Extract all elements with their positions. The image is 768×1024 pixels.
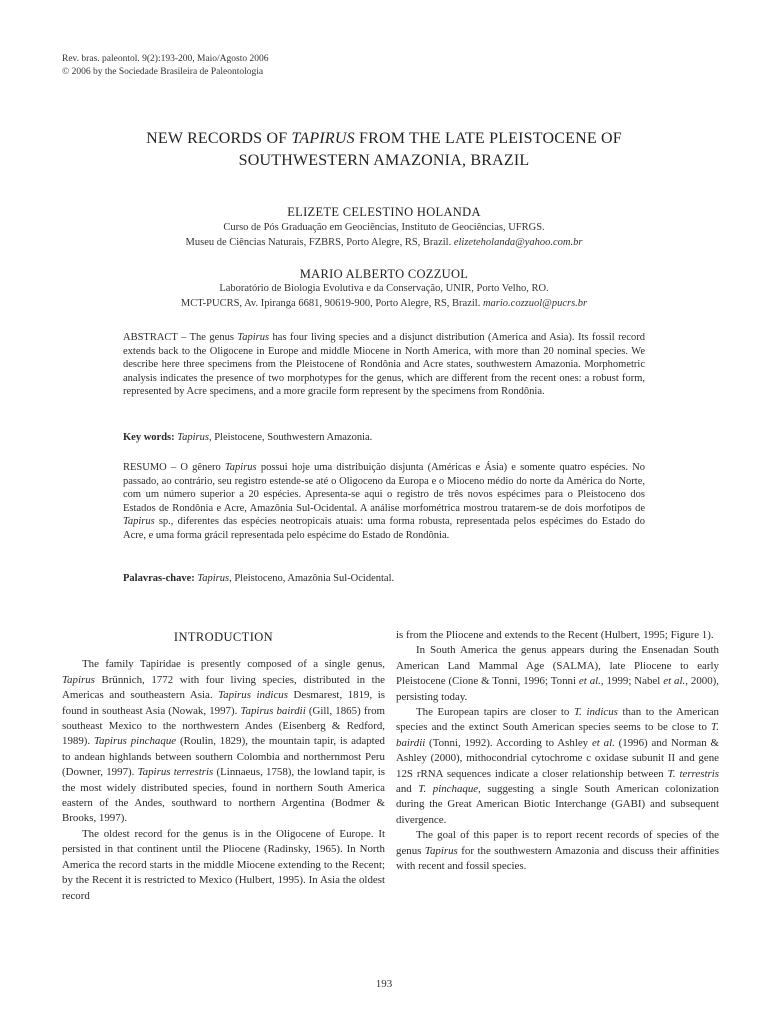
paragraph: The family Tapiridae is presently composed of a single genus, Tapirus Brünnich, 1772 with four living species, distributed in the Americas and southeastern Asia. Tapirus indicus Desmarest, 1819, is found in southeast Asia (Nowak, 1997). Tapirus bairdii (Gill, 1865) from southeast Mexico to the northwestern Andes (Eisenberg & Redford, 1989). Tapirus pinchaque (Roulin, 1829), the mountain tapir, is adapted to andean highlands between southern Colombia and northernmost Peru (Downer, 1997). Tapirus terrestris (Linnaeus, 1758), the lowland tapir, is the most widely distributed species, found in northern South America eastern of the Andes, southward to northern Argentina (Bodmer & Brooks, 1997).: [62, 658, 386, 825]
page-number: 193: [375, 978, 393, 990]
abstract-text: has four living species and a disjunct distribution (America and Asia). Its fossil record extends back to the Oligocene in Europe and middle Miocene in North America, with more than 20 nominal species. We describe here three specimens from the Pleistocene of Rondônia and Acre states, southwestern Amazonia. Morphometric analysis indicates the presence of two morphotypes for the genus, which are different from the recent ones: a robust form, represented by Acre specimens, and a more gracile form represent by the specimens from Rondônia.: [123, 332, 645, 398]
affiliation-line: Laboratório de Biologia Evolutiva e da Conservação, UNIR, Porto Velho, RO.: [219, 283, 549, 294]
title-text: NEW RECORDS OF: [146, 130, 292, 147]
author-affiliation: [60, 220, 708, 250]
affiliation-line: Curso de Pós Graduação em Geociências, Instituto de Geociências, UFRGS.: [223, 222, 545, 233]
abstract-text: ABSTRACT – The genus: [123, 332, 238, 343]
resumo-text: RESUMO – O gênero: [123, 462, 225, 473]
resumo: [123, 461, 645, 543]
paragraph-continued: is from the Pliocene and extends to the Recent (Hulbert, 1995; Figure 1).: [396, 629, 714, 641]
paragraph: In South America the genus appears during the Ensenadan South American Land Mammal Age (SALMA), late Pliocene to early Pleistocene (Cione & Tonni, 1996; Tonni et al., 1999; Nabel et al., 2000), persisting today.: [396, 644, 719, 703]
author-email[interactable]: mario.cozzuol@pucrs.br: [482, 298, 588, 309]
palavras-text: , Pleistoceno, Amazônia Sul-Ocidental.: [229, 573, 395, 584]
title-line-2: SOUTHWESTERN AMAZONIA, BRAZIL: [238, 152, 530, 169]
paper-title: [60, 128, 708, 172]
title-text: FROM THE LATE PLEISTOCENE OF: [354, 130, 622, 147]
title-genus: TAPIRUS: [291, 130, 355, 147]
author-name: ELIZETE CELESTINO HOLANDA: [287, 205, 481, 219]
abstract-genus: Tapirus: [237, 332, 270, 343]
keywords: [123, 432, 645, 443]
author-affiliation: [60, 281, 708, 311]
keywords-genus: Tapirus: [177, 432, 209, 443]
author-email[interactable]: elizeteholanda@yahoo.com.br: [453, 237, 583, 248]
column-left: [62, 630, 385, 904]
author-name: MARIO ALBERTO COZZUOL: [299, 267, 469, 281]
journal-header: [62, 53, 269, 79]
palavras-genus: Tapirus: [197, 573, 230, 584]
journal-citation: Rev. bras. paleontol. 9(2):193-200, Maio/Agosto 2006: [62, 54, 269, 64]
resumo-genus: Tapirus: [123, 516, 155, 528]
keywords-label: Key words:: [123, 432, 178, 443]
affiliation-line: Museu de Ciências Naturais, FZBRS, Porto Alegre, RS, Brazil.: [185, 237, 454, 248]
palavras-chave: [123, 573, 645, 584]
abstract: [123, 331, 645, 399]
keywords-text: , Pleistocene, Southwestern Amazonia.: [208, 432, 373, 443]
resumo-text: sp., diferentes das espécies neotropicais atuais: uma forma robusta, representada pelos espécimes do Estado do Acre, e uma forma grácil representada pelo espécime do Estado de Rondônia.: [123, 516, 645, 541]
journal-copyright: © 2006 by the Sociedade Brasileira de Paleontologia: [62, 67, 264, 77]
paragraph: The oldest record for the genus is in the Oligocene of Europe. It persisted in that continent until the Pliocene (Radinsky, 1965). In North America the record starts in the middle Miocene extending to the Recent; by the Recent it is restricted to Mexico (Hulbert, 1995). In Asia the oldest record: [62, 827, 385, 902]
resumo-genus: Tapirus: [224, 462, 257, 473]
paragraph: The goal of this paper is to report recent records of species of the genus Tapirus for the southwestern Amazonia and discuss their affinities with recent and fossil species.: [396, 829, 719, 873]
resumo-text: possui hoje uma distribuição disjunta (Américas e Ásia) e somente quatro espécies. No passado, ao contrário, seu registro estende-se até o Oligoceno da Europa e o Mioceno médio do norte da América do Norte, com um número superior a 20 espécies. Apresenta-se aqui o registro de três novos espécimes para o Pleistoceno dos Estados de Rondônia e Acre, Amazônia Sul-Ocidental. A análise morfométrica mostrou tratarem-se de dois morfotipos de: [123, 462, 645, 514]
column-right: [396, 628, 719, 875]
paragraph: The European tapirs are closer to T. indicus than to the American species and the extinct South American species seems to be close to T. bairdii (Tonni, 1992). According to Ashley et al. (1996) and Norman & Ashley (2000), mithocondrial cytochrome c oxidase subunit II and gene 12S rRNA sequences indicate a closer relationship between T. terrestris and T. pinchaque, suggesting a single South American colonization during the Great American Biotic Interchange (GABI) and subsequent divergence.: [396, 706, 719, 826]
affiliation-line: MCT-PUCRS, Av. Ipiranga 6681, 90619-900, Porto Alegre, RS, Brazil.: [180, 298, 483, 309]
section-heading-introduction: INTRODUCTION: [173, 630, 274, 644]
palavras-label: Palavras-chave:: [123, 573, 198, 584]
